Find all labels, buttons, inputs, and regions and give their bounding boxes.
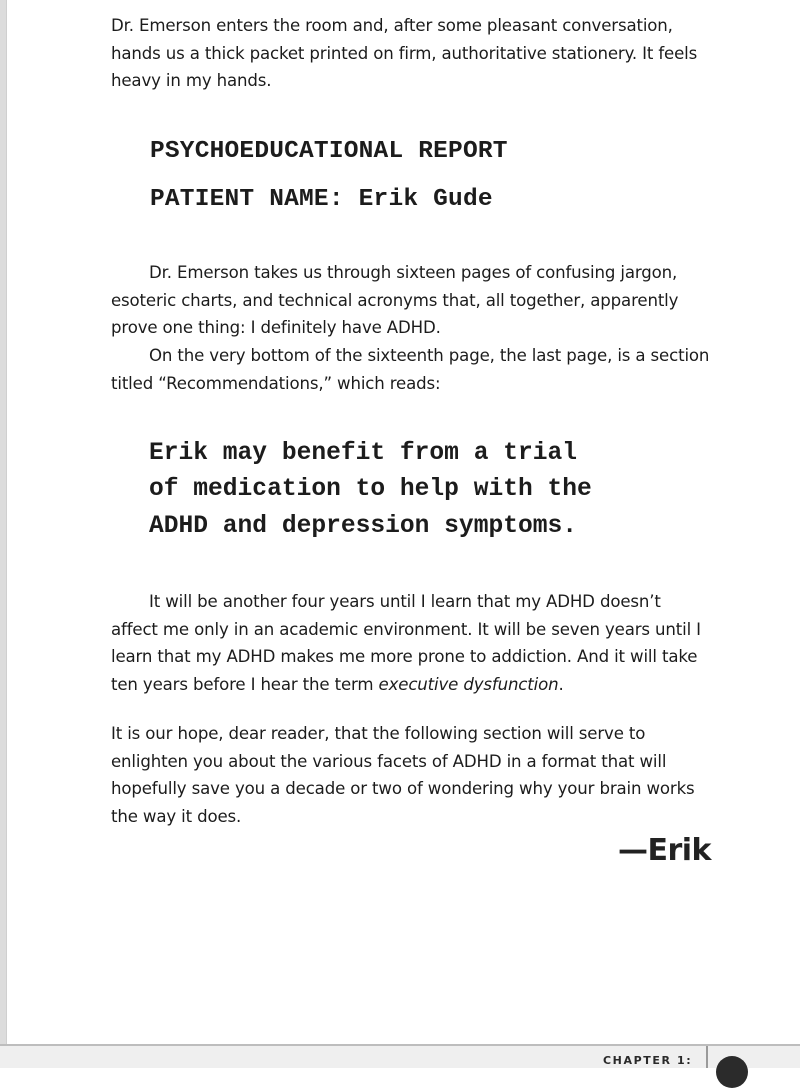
recommendation-line-3: ADHD and depression symptoms. bbox=[149, 513, 578, 540]
footer-divider bbox=[706, 1046, 708, 1068]
chapter-label: CHAPTER 1: bbox=[603, 1054, 693, 1067]
intro-paragraph: Dr. Emerson enters the room and, after some pleasant conversation, hands us a thick packet printed on firm, authoritative stationery. It feels heavy in my hands. bbox=[111, 16, 698, 91]
closing-paragraph: It is our hope, dear reader, that the following section will serve to enlighten you about the various facets of ADHD in a format that will hopefully save you a decade or two of wondering why your brain works the way it does. bbox=[111, 724, 695, 826]
body-paragraph-3-text: It will be another four years until I learn that my ADHD doesn’t affect me only in an academic environment. It will be seven years until I learn that my ADHD makes me more prone to addiction. And it will take ten years before I hear the term bbox=[111, 592, 701, 694]
report-title: PSYCHOEDUCATIONAL REPORT bbox=[150, 138, 508, 165]
page-left-edge bbox=[0, 0, 7, 1066]
recommendation-line-1: Erik may benefit from a trial bbox=[149, 440, 578, 467]
bottom-page-strip bbox=[0, 1044, 800, 1068]
body-paragraph-3 bbox=[111, 588, 711, 698]
signature: —Erik bbox=[617, 833, 711, 868]
patient-name-line: PATIENT NAME: Erik Gude bbox=[150, 186, 493, 213]
recommendation-line-2: of medication to help with the bbox=[149, 476, 592, 503]
body-paragraph-2: On the very bottom of the sixteenth page, the last page, is a section titled “Recommendations,” which reads: bbox=[111, 346, 710, 393]
executive-dysfunction-term: executive dysfunction bbox=[378, 674, 559, 694]
page-marker-circle bbox=[716, 1056, 748, 1088]
body-paragraph-3-end: . bbox=[558, 674, 564, 694]
body-paragraph-1: Dr. Emerson takes us through sixteen pages of confusing jargon, esoteric charts, and technical acronyms that, all together, apparently prove one thing: I definitely have ADHD. bbox=[111, 263, 679, 338]
